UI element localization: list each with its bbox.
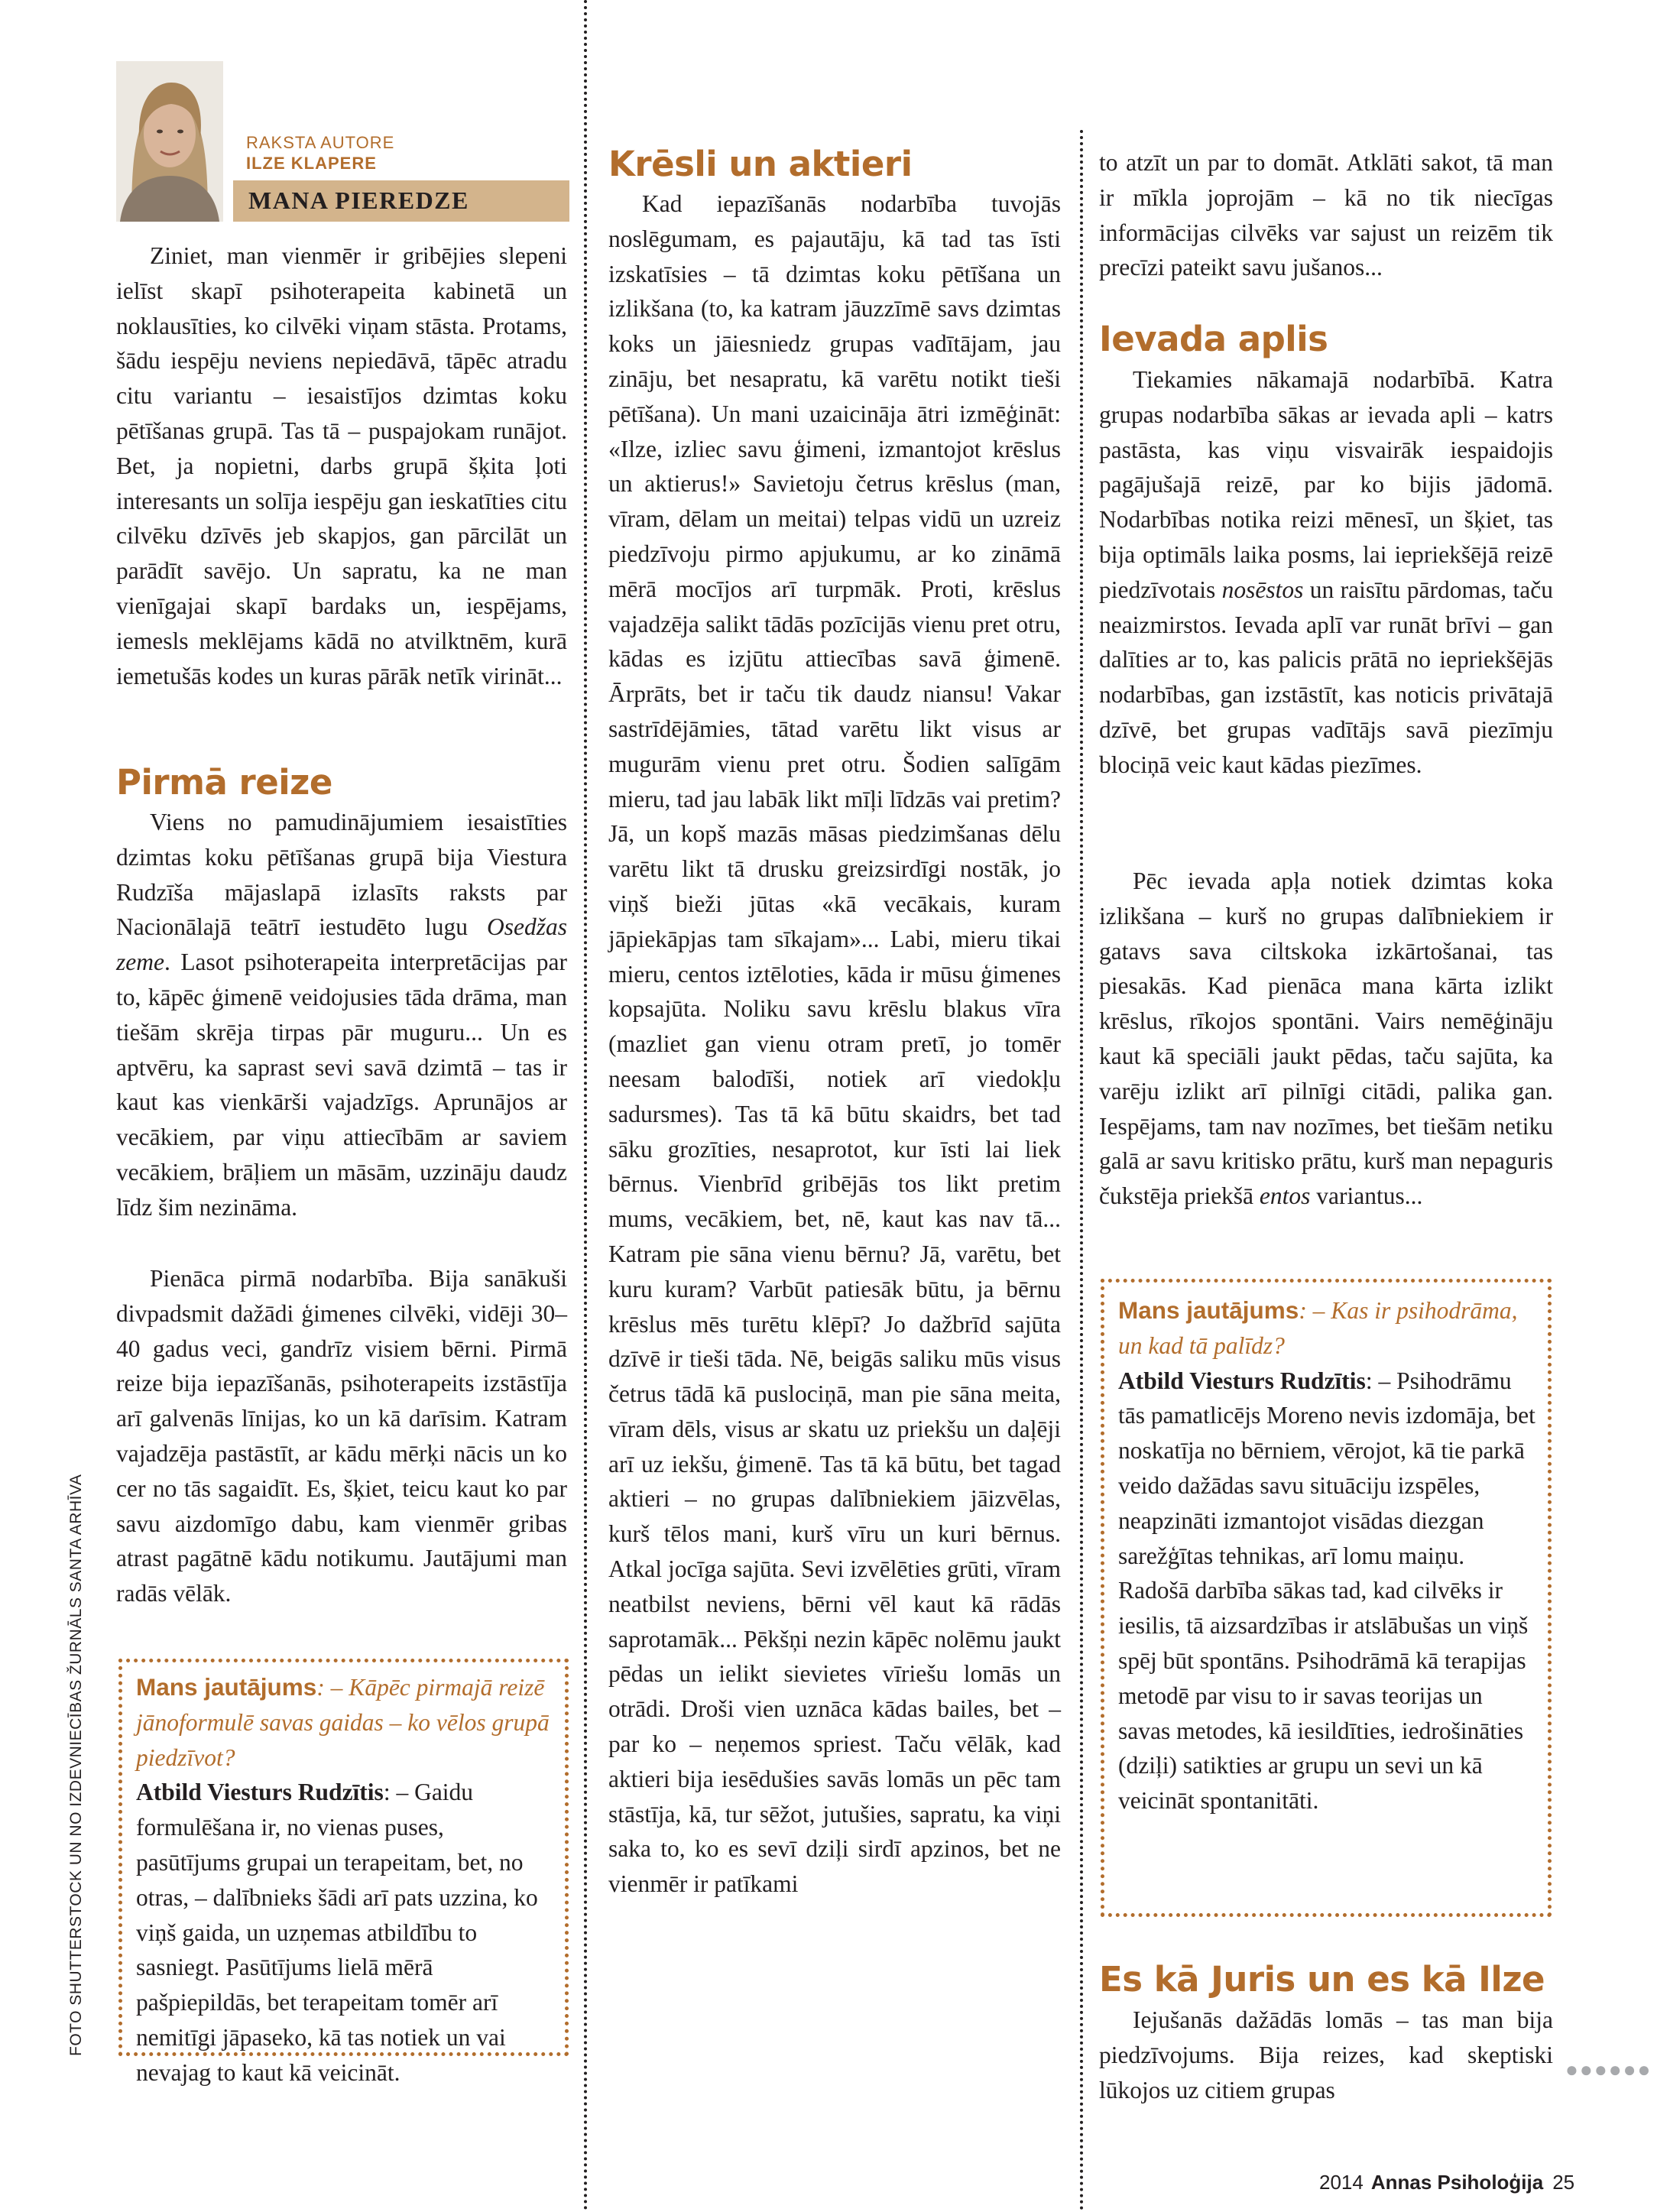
photo-credit: FOTO SHUTTERSTOCK UN NO IZDEVNIECĪBAS ŽURNĀLS SANTA ARHĪVA xyxy=(67,1474,85,2056)
paragraph-es-ka-juris: Iejušanās dažādās lomās – tas man bija piedzīvojums. Bija reizes, kad skeptiski lūkojos uz citiem grupas xyxy=(1099,2006,1553,2103)
answer-label: Atbild Viesturs Rudzītis xyxy=(136,1779,384,1806)
heading-es-ka-juris: Es kā Juris un es kā Ilze xyxy=(1099,1959,1545,2000)
question-text: : – Kas ir psihodrāma, un kad tā palīdz? xyxy=(1118,1297,1518,1359)
question-label: Mans jautājums xyxy=(1118,1296,1299,1324)
author-name: ILZE KLAPERE xyxy=(246,154,377,173)
page-number: 25 xyxy=(1552,2171,1575,2194)
paragraph-kresli: Kad iepazīšanās nodarbība tuvojās noslēgumam, es pajautāju, kā tad tas īsti izskatīsies – tā dzimtas koku pētīšana un izlikšana (to, ka katram jāuzzīmē savs dzimtas koks un jāiesniedz grupas vadītājam, jau zināju, bet nesapratu, kā varētu notikt tieši pētīšana). Un mani uzaicināja ātri izmēģināt: «Ilze, izliec savu ģimeni, izmantojot krēslus un aktierus!» Savietoju četrus krēslus (man, vīram, dēlam un meitai) telpas vidū un uzreiz piedzīvoju pirmo apjukumu, ar ko zināmā mērā mocījos arī turpmāk. Proti, krēslus vajadzēja salikt tādās pozīcijās vienu pret otru, kādas es izjūtu attiecības savā ģimenē. Ārprāts, bet ir taču tik daudz niansu! Vakar sastrīdējāmies, tātad varētu likt visus ar mugurām vienu pret otru. Šodien salīgām mieru, tad jau labāk likt mīļi līdzās vai pretim? Jā, un kopš mazās māsas piedzimšanas dēlu varētu likt tā drusku greizsirdīgi nostāk, jo viņš bieži jūtas «kā vecākais, kuram jāpiekāpjas tam sīkajam»... Labi, mieru tikai mieru, centos iztēloties, kāda ir mūsu ģimenes kopsajūta. Noliku savu krēslu blakus vīra (mazliet gan vienu otram pretī, jo tomēr neesam balodīši, notiek arī viedokļu sadursmes). Tas tā kā būtu skaidrs, bet tad sāku grozīties, nesaprotot, kur īsti lai liek bērnus. Vienbrīd gribējās tos likt pretim mums, vecākiem, bet, nē, kaut kas nav tā... Katram pie sāna vienu bērnu? Jā, varētu, bet kuru kuram? Varbūt patiesāk būtu, ja bērnu krēslus mēs turētu klēpī? Jo dažbrīd sajūta dzīvē ir tieši tāda. Nē, beigās saliku mūs visus četrus tādā kā puslociņā, man pie sāna meita, vīram dēls, visus ar skatu uz priekšu un daļēji arī uz iekšu, ģimenē. Tas tā kā būtu, bet tagad aktieri – no grupas dalībniekiem jāizvēlas, kurš tēlos mani, kurš vīru un kuri bērnus. Atkal jocīga sajūta. Sevi izvēlēties grūti, vīram neatbilst neviens, bērni vēl kaut kā rādās saprotamāk... Pēkšņi nezin kāpēc nolēmu jaukt pēdas un ielikt sievietes vīriešu lomās un otrādi. Droši vien uznāca kādas bailes, bet – par ko – neņemos spriest. Taču vēlāk, kad aktieri bija iesēdušies savās lomās un pēc tam stāstīja, kā, tur sēžot, jutušies, sapratu, ka viņi saka to, ko es sevī dziļi sirdī apzinos, bet ne vienmēr ir patīkami xyxy=(608,190,1061,1898)
footer-year: 2014 xyxy=(1319,2171,1364,2194)
footer-magazine: Annas Psiholoģija xyxy=(1370,2171,1544,2194)
question-box-1-content xyxy=(136,1670,553,2090)
question-box-2-content xyxy=(1118,1293,1537,1818)
author-block xyxy=(246,132,394,174)
answer-label: Atbild Viesturs Rudzītis xyxy=(1118,1367,1366,1394)
question-box-2 xyxy=(1101,1279,1552,1917)
heading-pirma-reize: Pirmā reize xyxy=(116,762,332,803)
continuation-dots: ●●●●●● xyxy=(1565,2058,1652,2082)
section-banner-label: MANA PIEREDZE xyxy=(248,186,469,214)
column-divider-right xyxy=(1080,130,1083,2212)
answer-text: : – Psihodrāmu tās pamatlicējs Moreno nevis izdomāja, bet noskatīja no bērniem, vērojot, kā tie parkā veido dažādas savu situāciju izspēles, neapzināti izmantojot visādas diezgan sarežģītas tehnikas, arī lomu maiņu. Radošā darbība sākas tad, kad cilvēks ir iesilis, tā aizsardzības ir atslābušas un viņš spēj būt spontāns. Psihodrāmā kā terapijas metodē par visu to ir savas teorijas un savas metodes, kā iesildīties, iedrošināties (dziļi) satikties ar grupu un sevi un kā veicināt spontanitāti. xyxy=(1118,1367,1535,1815)
paragraph-continuation: to atzīt un par to domāt. Atklāti sakot, tā man ir mīkla joprojām – kā no tik niecīgas informācijas cilvēks var sajust un reizēm tik precīzi pateikt savu jušanos... xyxy=(1099,149,1553,281)
question-text: : – Kāpēc pirmajā reizē jānoformulē savas gaidas – ko vēlos grupā piedzīvot? xyxy=(136,1674,550,1771)
heading-kresli-un-aktieri: Krēsli un aktieri xyxy=(608,144,913,184)
heading-ievada-aplis: Ievada aplis xyxy=(1099,319,1328,359)
paragraph-pirma-1: Viens no pamudinājumiem iesaistīties dzimtas koku pētīšanas grupā bija Viestura Rudzīša mājaslapā izlasīts raksts par Nacionālajā teātrī iestudēto lugu Osedžas zeme. Lasot psihoterapeita interpretācijas par to, kāpēc ģimenē veidojusies tāda drāma, man tiešām skrēja tirpas pār muguru... Un es aptvēru, ka saprast sevi savā dzimtā – tas ir kaut kas vienkārši vajadzīgs. Aprunājos ar vecākiem, par viņu attiecībām ar saviem vecākiem, brāļiem un māsām, uzzināju daudz līdz šim nezināma. xyxy=(116,809,567,1221)
answer-text: : – Gaidu formulēšana ir, no vienas puses, pasūtījums grupai un terapeitam, bet, no otras, – dalībnieks šādi arī pats uzzina, ko viņš gaida, un uzņemas atbildību to sasniegt. Pasūtījums lielā mērā pašpiepildās, bet terapeitam tomēr arī nemitīgi jāpaseko, kā tas notiek un vai nevajag to kaut kā veicināt. xyxy=(136,1779,538,2086)
page-footer xyxy=(1319,2171,1574,2194)
question-label: Mans jautājums xyxy=(136,1673,317,1701)
paragraph-ievada-1: Tiekamies nākamajā nodarbībā. Katra grupas nodarbība sākas ar ievada apli – katrs pastāsta, kas viņu visvairāk iespaidojis pagājušajā reizē, par ko bijis jādomā. Nodarbības notika reizi mēnesī, un šķiet, tas bija optimāls laika posms, lai iepriekšējā reizē piedzīvotais nosēstos un raisītu pārdomas, taču neaizmirstos. Ievada aplī var runāt brīvi – gan dalīties ar to, kas palicis prātā no iepriekšējās nodarbības, gan izstāstīt, kas noticis privātajā dzīvē, bet grupas vadītājs savā piezīmju blociņā veic kaut kādas piezīmes. xyxy=(1099,366,1553,778)
author-label: RAKSTA AUTORE xyxy=(246,133,395,152)
author-photo xyxy=(116,61,223,222)
column-divider-left xyxy=(584,0,587,2212)
question-box-1 xyxy=(118,1659,569,2086)
paragraph-pirma-2: Pienāca pirmā nodarbība. Bija sanākuši divpadsmit dažādi ģimenes cilvēki, vidēji 30–40 gadus veci, gandrīz visiem bērni. Pirmā reize bija iepazīšanās, psihoterapeits izstāstīja arī galvenās līnijas, ko un kā darīsim. Katram vajadzēja pastāstīt, ar kādu mērķi nācis un ko cer no tās sagaidīt. Es, šķiet, teicu kaut ko par savu aizdomīgo dabu, kam vienmēr gribas atrast pagātnē kādu notikumu. Jautājumi man radās vēlāk. xyxy=(116,1265,567,1607)
paragraph-ievada-2: Pēc ievada apļa notiek dzimtas koka izlikšana – kurš no grupas dalībniekiem ir gatavs sava ciltskoka izkārtošanai, tas piesakās. Kad pienāca mana kārta izlikt krēslus, rīkojos spontāni. Vairs nemēģināju kaut kā speciāli jaukt pēdas, taču sajūta, ka varēju izlikt arī pilnīgi citādi, palika gan. Iespējams, tam nav nozīmes, bet tiešām netiku galā ar savu kritisko prātu, kurš man nepaguris čukstēja priekšā entos variantus... xyxy=(1099,868,1553,1210)
section-banner xyxy=(233,180,569,222)
intro-paragraph: Ziniet, man vienmēr ir gribējies slepeni ielīst skapī psihoterapeita kabinetā un noklausīties, ko cilvēki viņam stāsta. Protams, šādu iespēju neviens nepiedāvā, tāpēc atradu citu variantu – iesaistījos dzimtas koku pētīšanas grupā. Tas tā – puspajokam runājot. Bet, ja nopietni, darbs grupā šķita ļoti interesants un solīja iespēju gan ieskatīties citu cilvēku dzīvēs jeb skapjos, gan pārcilāt un parādīt savējo. Un sapratu, ka ne man vienīgajai skapī bardaks un, iespējams, iemesls meklējams kādā no atvilktnēm, kurā iemetušās kodes un kuras pārāk netīk virināt... xyxy=(116,242,567,689)
